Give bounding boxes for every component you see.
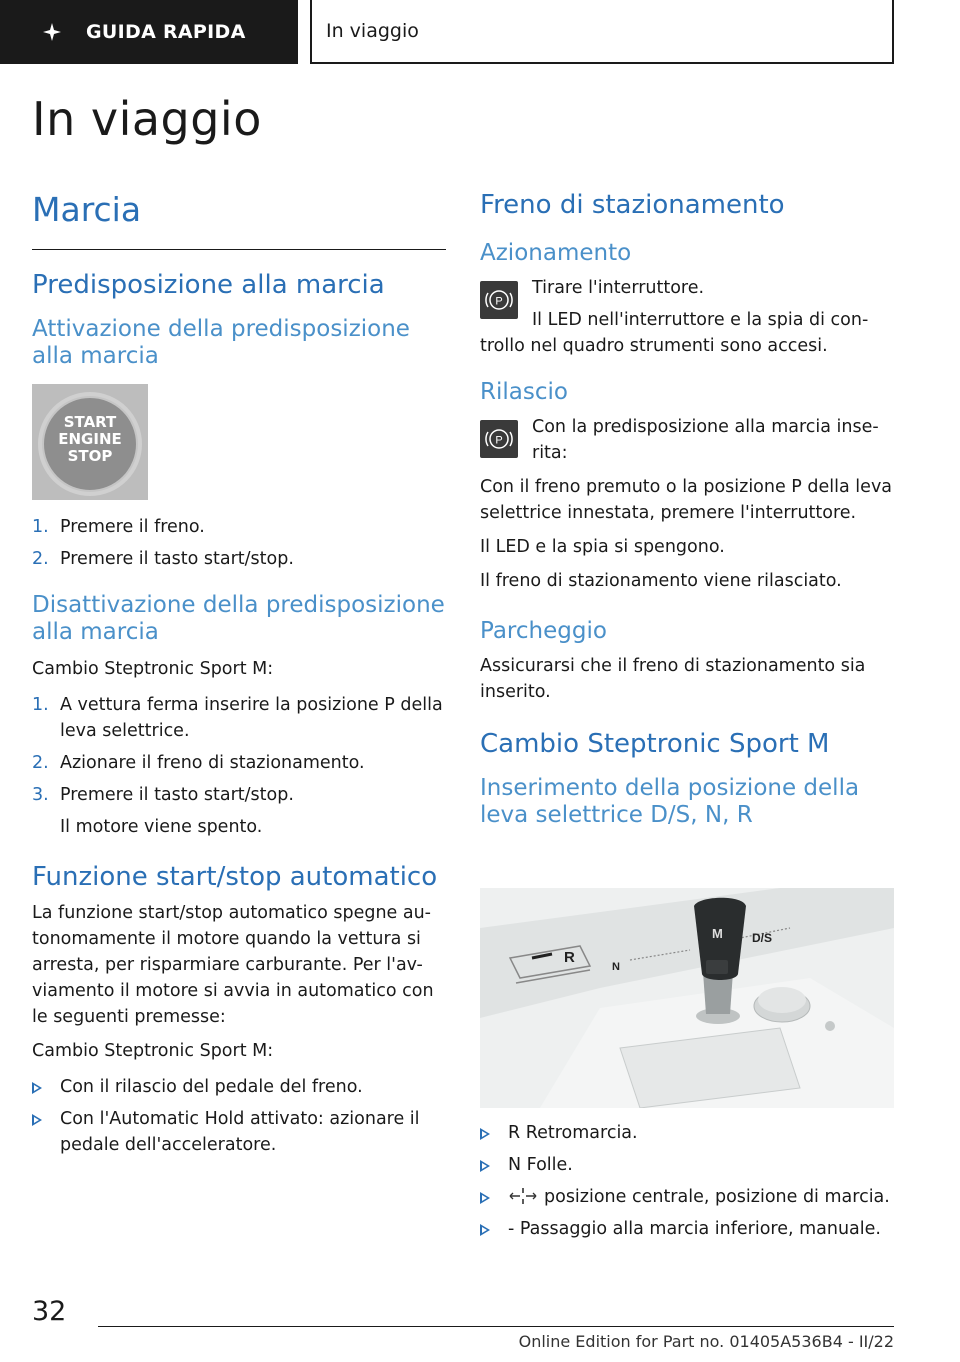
start-label: START <box>63 413 117 431</box>
shift-center-icon <box>508 1186 538 1206</box>
bullet-triangle-icon <box>480 1160 490 1172</box>
rilascio-text-4: Il freno di stazionamento viene rilasciato. <box>480 571 842 591</box>
page-title: In viaggio <box>32 92 262 146</box>
heading-rilascio: Rilascio <box>480 379 568 405</box>
funzione-bullets <box>32 1074 446 1158</box>
svg-text:P: P <box>495 295 503 308</box>
breadcrumb-label: In viaggio <box>326 20 419 42</box>
list-item: 3. Premere il tasto start/stop. <box>32 785 294 805</box>
list-item: posizione centrale, posizione di marcia. <box>480 1184 894 1210</box>
gear-label-r: R <box>564 949 575 966</box>
bullet-triangle-icon <box>32 1114 42 1126</box>
heading-freno-stazionamento: Freno di stazionamento <box>480 190 785 220</box>
parking-brake-icon <box>480 281 518 319</box>
attivazione-steps <box>32 514 446 572</box>
edition-text: Online Edition for Part no. 01405A536B4 - II/22 <box>518 1332 894 1351</box>
heading-funzione-start-stop: Funzione start/stop automatico <box>32 862 438 892</box>
section-tab[interactable] <box>0 0 298 64</box>
section-tab-label: GUIDA RAPIDA <box>86 21 246 43</box>
bullet-triangle-icon <box>480 1224 490 1236</box>
azionamento-block <box>480 275 894 359</box>
gear-label-n: N <box>612 961 620 973</box>
gear-bullets <box>480 1120 894 1242</box>
page-number: 32 <box>32 1296 67 1327</box>
cambio-label: Cambio Steptronic Sport M: <box>32 659 274 679</box>
breadcrumb <box>310 0 894 64</box>
divider <box>32 249 446 250</box>
parcheggio-text: Assicurarsi che il freno di stazionamento sia inserito. <box>480 656 866 702</box>
disattivazione-steps <box>32 692 446 840</box>
start-stop-button-image <box>32 384 148 500</box>
rilascio-text-1: Con la predisposizione alla marcia inse-rita: <box>532 417 879 463</box>
heading-azionamento: Azionamento <box>480 240 632 266</box>
svg-text:P: P <box>495 434 503 447</box>
funzione-text: La funzione start/stop automatico spegne au-tonomamente il motore quando la vettura si arresta, per risparmiare carburante. Per l'av-viamento il motore si avvia in automatico con le seguenti premesse: <box>32 903 434 1027</box>
list-item: - Passaggio alla marcia inferiore, manuale. <box>480 1216 894 1242</box>
heading-attivazione: Attivazione della predisposizione alla marcia <box>32 316 410 369</box>
right-column <box>480 190 894 829</box>
heading-parcheggio: Parcheggio <box>480 618 607 644</box>
parking-brake-icon <box>480 420 518 458</box>
list-item: 1. Premere il freno. <box>32 517 205 537</box>
list-item: R Retromarcia. <box>480 1120 894 1146</box>
gear-selector-image <box>480 888 894 1108</box>
azionamento-text-2: Il LED nell'interruttore e la spia di con-trollo nel quadro strumenti sono accesi. <box>480 310 869 356</box>
footer-divider <box>98 1326 894 1327</box>
rilascio-text-2: Con il freno premuto o la posizione P della leva selettrice innestata, premere l'interruttore. <box>480 477 893 523</box>
gear-label-m: M <box>712 926 723 941</box>
rilascio-text-3: Il LED e la spia si spengono. <box>480 537 725 557</box>
motore-spento-text: Il motore viene spento. <box>60 817 263 837</box>
gear-label-ds: D/S <box>752 931 773 945</box>
bullet-triangle-icon <box>480 1192 490 1204</box>
bullet-triangle-icon <box>32 1082 42 1094</box>
quick-guide-icon <box>42 22 62 42</box>
azionamento-text-1: Tirare l'interruttore. <box>532 278 705 298</box>
engine-label: ENGINE <box>58 430 122 448</box>
list-item: 1. A vettura ferma inserire la posizione P della leva selettrice. <box>32 695 443 741</box>
stop-label: STOP <box>67 447 113 465</box>
heading-cambio-steptronic: Cambio Steptronic Sport M <box>480 729 830 759</box>
list-item: 2. Azionare il freno di stazionamento. <box>32 753 365 773</box>
cambio-label-2: Cambio Steptronic Sport M: <box>32 1041 274 1061</box>
heading-predisposizione: Predisposizione alla marcia <box>32 270 385 300</box>
heading-marcia: Marcia <box>32 190 142 229</box>
list-item: 2. Premere il tasto start/stop. <box>32 549 294 569</box>
list-item: Con il rilascio del pedale del freno. <box>32 1074 446 1100</box>
list-item: N Folle. <box>480 1152 894 1178</box>
bullet-triangle-icon <box>480 1128 490 1140</box>
left-column <box>32 190 446 1158</box>
heading-inserimento: Inserimento della posizione della leva selettrice D/S, N, R <box>480 775 860 828</box>
heading-disattivazione: Disattivazione della predisposizione alla marcia <box>32 592 445 645</box>
rilascio-block <box>480 414 894 594</box>
list-item: Con l'Automatic Hold attivato: azionare il pedale dell'acceleratore. <box>32 1106 446 1158</box>
